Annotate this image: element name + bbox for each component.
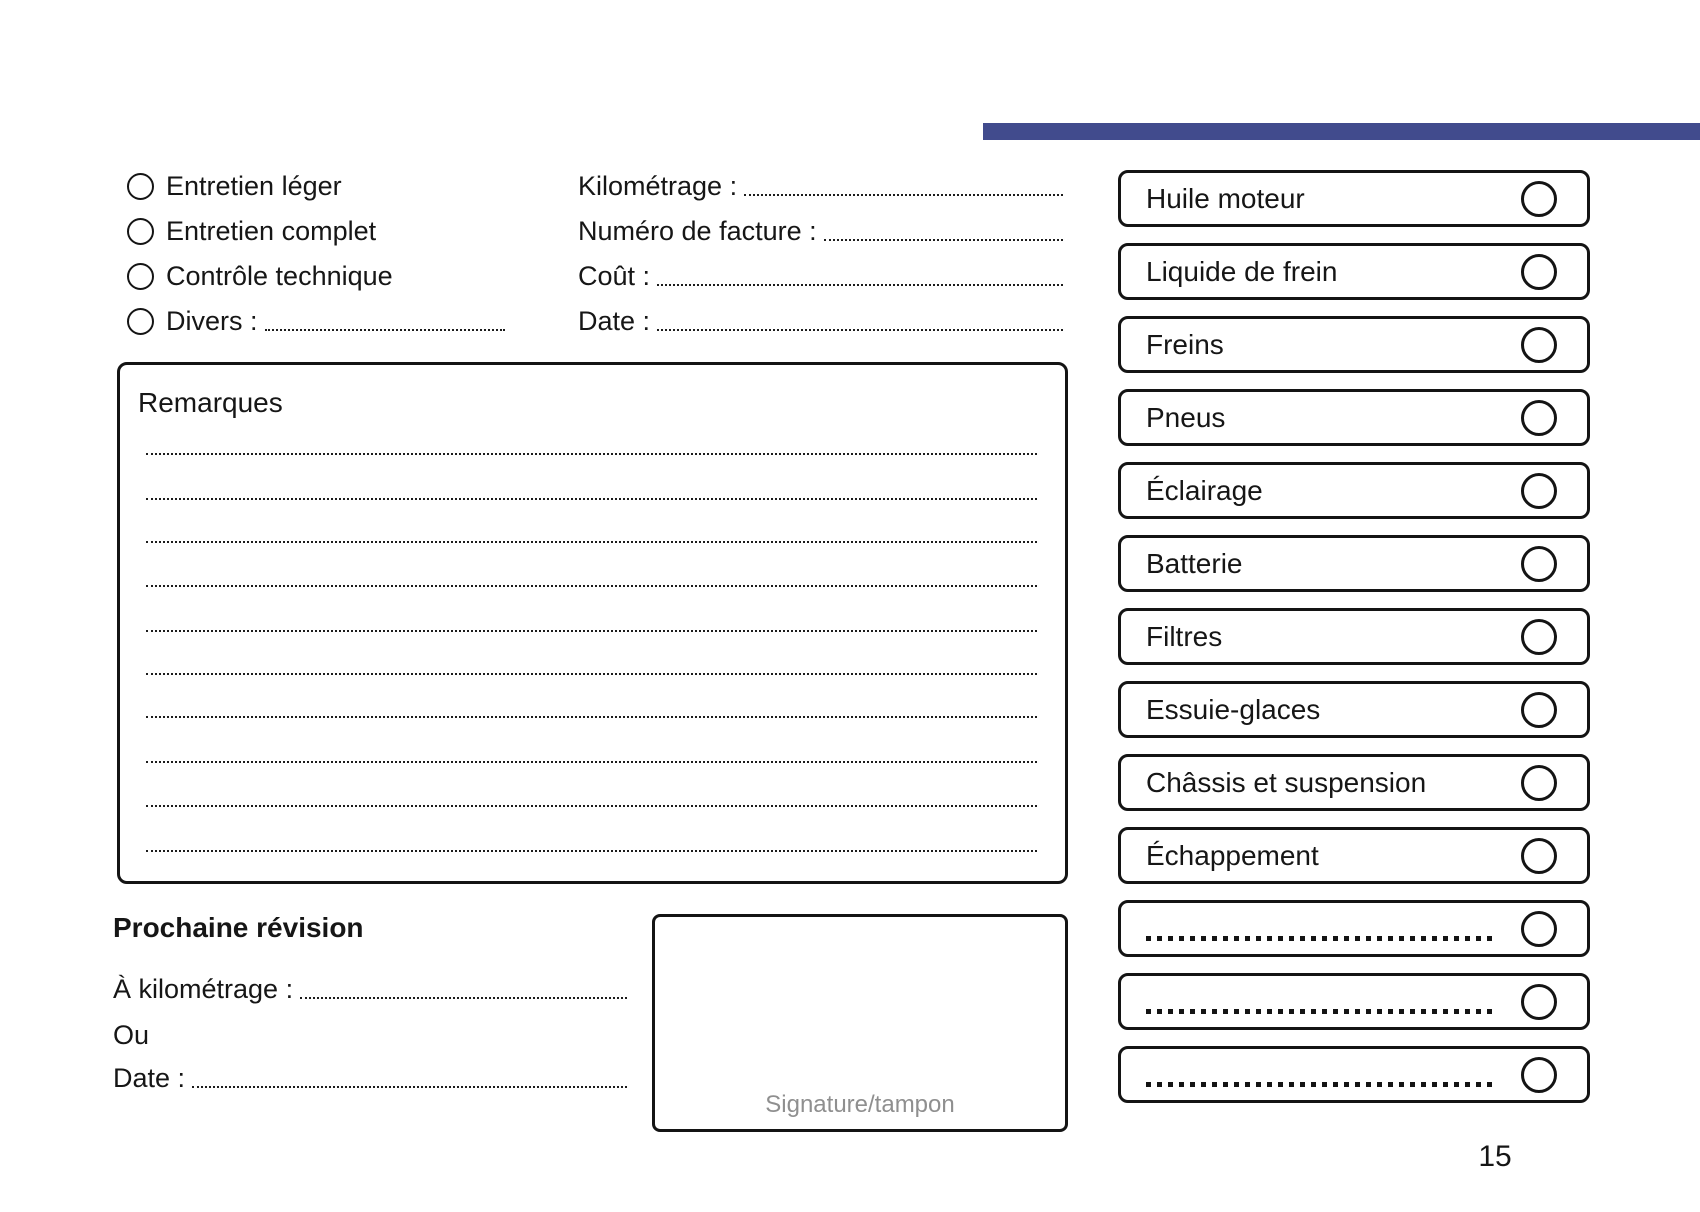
checklist-label: Freins	[1146, 329, 1224, 360]
field-label: Date :	[113, 1063, 186, 1093]
checklist-item-batterie	[1118, 535, 1590, 592]
radio-label: Entretien complet	[166, 216, 377, 246]
remarks-write-line	[146, 761, 1037, 763]
remarks-write-line	[146, 541, 1037, 543]
check-circle-icon[interactable]	[1521, 619, 1557, 655]
field-row-cout	[578, 260, 1063, 292]
checklist-item-filtres	[1118, 608, 1590, 665]
checklist-item-liquide-de-frein	[1118, 243, 1590, 300]
checklist-item-freins	[1118, 316, 1590, 373]
checklist-item-blank-3	[1118, 1046, 1590, 1103]
field-label: À kilométrage :	[113, 974, 294, 1004]
field-row-date	[578, 305, 1063, 337]
checklist-write-in-line	[1146, 1009, 1496, 1014]
remarks-write-line	[146, 805, 1037, 807]
radio-row-divers	[127, 305, 505, 337]
remarks-write-line	[146, 630, 1037, 632]
checklist-label: Batterie	[1146, 548, 1243, 579]
page-number: 15	[1478, 1140, 1512, 1173]
checklist-label: Échappement	[1146, 840, 1319, 871]
field-write-in-line	[657, 284, 1063, 286]
checklist-item-blank-1	[1118, 900, 1590, 957]
remarks-box	[117, 362, 1068, 884]
checklist-label: Éclairage	[1146, 475, 1263, 506]
field-write-in-line	[744, 194, 1063, 196]
accent-bar	[983, 123, 1700, 140]
field-write-in-line	[300, 997, 627, 999]
check-circle-icon[interactable]	[1521, 911, 1557, 947]
check-circle-icon[interactable]	[1521, 546, 1557, 582]
radio-icon[interactable]	[127, 308, 154, 335]
checklist-label: Filtres	[1146, 621, 1223, 652]
checklist-write-in-line	[1146, 936, 1496, 941]
checklist-label: Essuie-glaces	[1146, 694, 1321, 725]
radio-icon[interactable]	[127, 263, 154, 290]
radio-icon[interactable]	[127, 218, 154, 245]
remarks-write-line	[146, 850, 1037, 852]
checklist-item-eclairage	[1118, 462, 1590, 519]
check-circle-icon[interactable]	[1521, 473, 1557, 509]
remarks-write-line	[146, 673, 1037, 675]
checklist-label: Pneus	[1146, 402, 1226, 433]
radio-label: Entretien léger	[166, 171, 342, 201]
checklist-item-blank-2	[1118, 973, 1590, 1030]
checklist-item-echappement	[1118, 827, 1590, 884]
field-row-next-km	[113, 973, 627, 1005]
check-circle-icon[interactable]	[1521, 400, 1557, 436]
signature-label: Signature/tampon	[765, 1091, 955, 1118]
field-label: Coût :	[578, 261, 651, 291]
field-row-next-date	[113, 1062, 627, 1094]
check-circle-icon[interactable]	[1521, 254, 1557, 290]
field-write-in-line	[824, 239, 1063, 241]
signature-box	[652, 914, 1068, 1132]
remarks-write-line	[146, 585, 1037, 587]
field-row-kilometrage	[578, 170, 1063, 202]
next-service-title: Prochaine révision	[113, 912, 364, 943]
checklist-item-chassis-et-suspension	[1118, 754, 1590, 811]
field-label: Numéro de facture :	[578, 216, 817, 246]
check-circle-icon[interactable]	[1521, 838, 1557, 874]
field-label: Kilométrage :	[578, 171, 738, 201]
remarks-write-line	[146, 498, 1037, 500]
radio-label: Contrôle technique	[166, 261, 393, 291]
checklist-item-essuie-glaces	[1118, 681, 1590, 738]
checklist-item-pneus	[1118, 389, 1590, 446]
field-write-in-line	[657, 329, 1063, 331]
check-circle-icon[interactable]	[1521, 327, 1557, 363]
next-service-or-label: Ou	[113, 1020, 150, 1050]
check-circle-icon[interactable]	[1521, 765, 1557, 801]
remarks-write-line	[146, 716, 1037, 718]
remarks-write-line	[146, 453, 1037, 455]
radio-row-entretien-leger	[127, 170, 507, 202]
check-circle-icon[interactable]	[1521, 181, 1557, 217]
radio-row-controle-technique	[127, 260, 507, 292]
check-circle-icon[interactable]	[1521, 984, 1557, 1020]
checklist-label: Huile moteur	[1146, 183, 1305, 214]
radio-label: Divers :	[166, 306, 258, 336]
checklist-label: Liquide de frein	[1146, 256, 1338, 287]
checklist-write-in-line	[1146, 1082, 1496, 1087]
radio-row-entretien-complet	[127, 215, 507, 247]
field-write-in-line	[192, 1086, 627, 1088]
divers-write-in-line	[265, 329, 505, 331]
radio-icon[interactable]	[127, 173, 154, 200]
checklist-label: Châssis et suspension	[1146, 767, 1427, 798]
field-label: Date :	[578, 306, 651, 336]
check-circle-icon[interactable]	[1521, 692, 1557, 728]
remarks-title: Remarques	[138, 387, 283, 418]
field-row-numero-facture	[578, 215, 1063, 247]
checklist-item-huile-moteur	[1118, 170, 1590, 227]
check-circle-icon[interactable]	[1521, 1057, 1557, 1093]
